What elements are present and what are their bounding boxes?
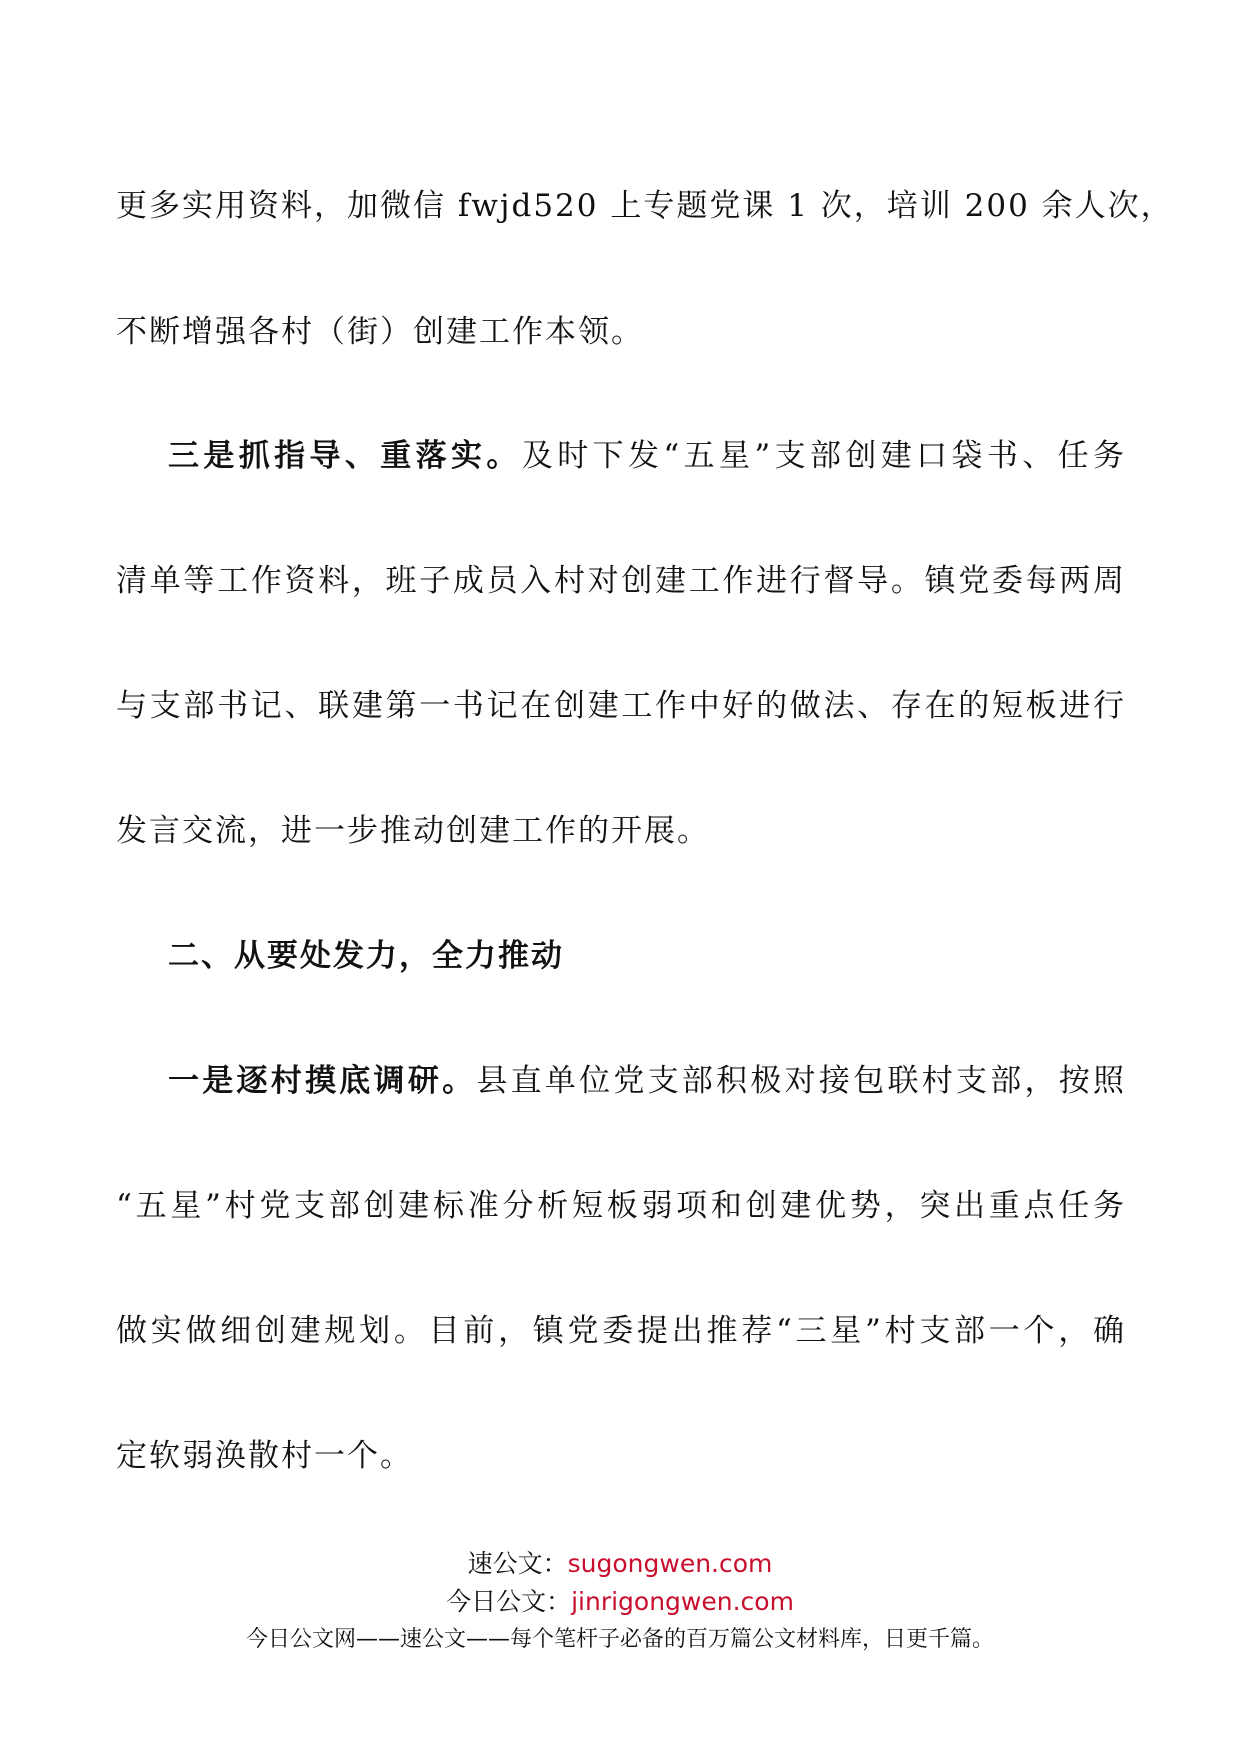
section-heading: 二、从要处发力，全力推动 [168,938,564,974]
footer-line-jinrigongwen [0,1586,1240,1618]
footer-link-jinrigongwen[interactable]: jinrigongwen.com [571,1587,794,1616]
paragraph-line: 做实做细创建规划。目前，镇党委提出推荐“三星”村支部一个，确 [116,1313,1126,1349]
paragraph-lead: 一是逐村摸底调研。 [168,1063,477,1099]
paragraph-line: 清单等工作资料，班子成员入村对创建工作进行督导。镇党委每两周 [116,563,1126,599]
paragraph-line: 定软弱涣散村一个。 [116,1438,413,1474]
paragraph-line [168,436,1126,476]
paragraph-line: 更多实用资料，加微信 fwjd520 上专题党课 1 次，培训 200 余人次， [116,188,1174,224]
footer-link-sugongwen[interactable]: sugongwen.com [567,1549,773,1578]
paragraph-line: “五星”村党支部创建标准分析短板弱项和创建优势，突出重点任务 [116,1188,1126,1224]
paragraph-line: 发言交流，进一步推动创建工作的开展。 [116,813,710,849]
paragraph-text: 县直单位党支部积极对接包联村支部，按照 [476,1063,1127,1099]
paragraph-lead: 三是抓指导、重落实。 [168,438,522,474]
paragraph-line: 不断增强各村（街）创建工作本领。 [116,314,644,350]
paragraph-line [168,1061,1126,1101]
paragraph-text: 及时下发“五星”支部创建口袋书、任务 [521,438,1127,474]
footer-label: 速公文： [467,1549,568,1578]
paragraph-line: 与支部书记、联建第一书记在创建工作中好的做法、存在的短板进行 [116,688,1126,724]
footer-label: 今日公文： [446,1587,572,1616]
footer-slogan: 今日公文网——速公文——每个笔杆子必备的百万篇公文材料库，日更千篇。 [245,1627,994,1652]
footer-line-sugongwen [0,1548,1240,1580]
